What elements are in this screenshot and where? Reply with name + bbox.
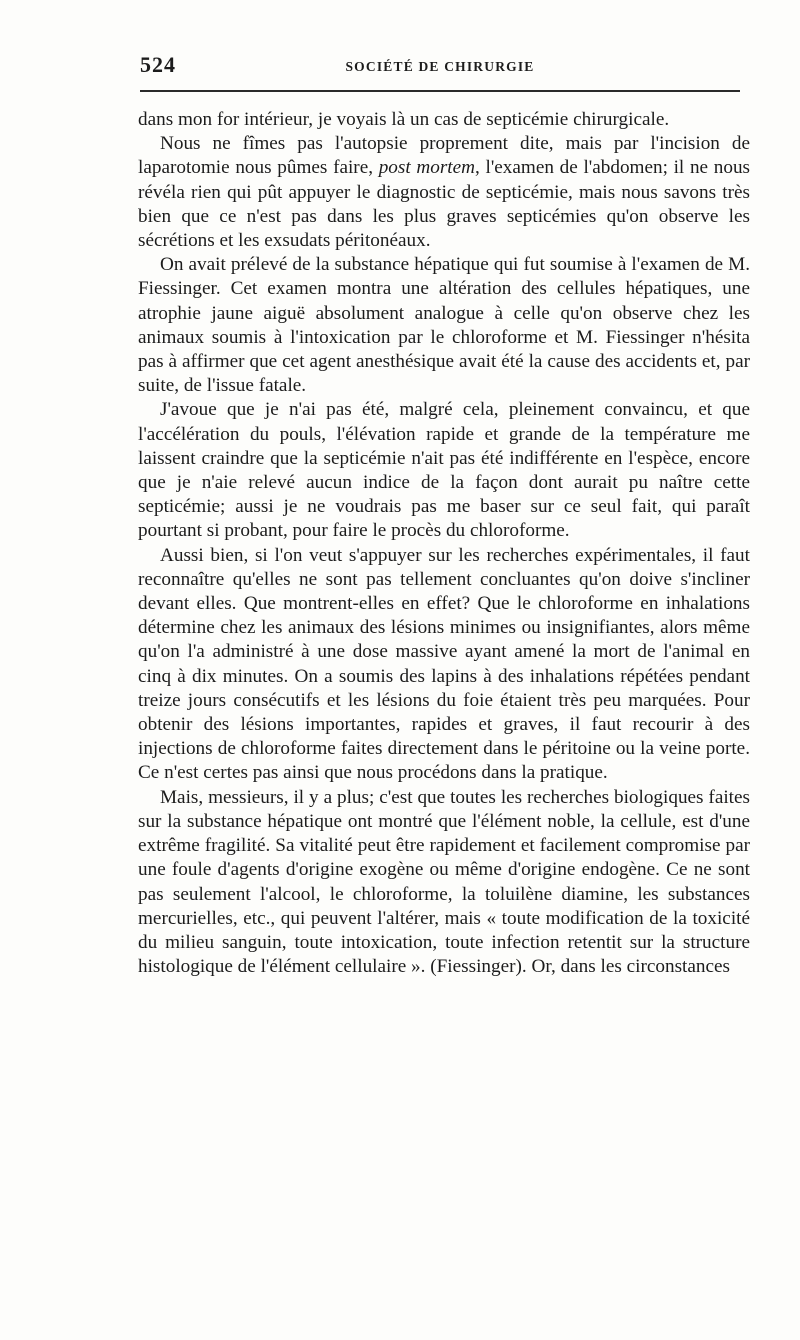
paragraph-6: Mais, messieurs, il y a plus; c'est que toutes les recherches biologiques faites sur la substance hépatique ont montré que l'élément noble, la cellule, est d'une extrême fragilité. Sa vitalité peut être rapidement et facilement compromise par une foule d'agents d'origine exogène ou même d'origine endogène. Ce ne sont pas seulement l'alcool, le chloroforme, la toluilène diamine, les substances mercurielles, etc., qui peuvent l'altérer, mais « toute modification de la toxicité du milieu sanguin, toute intoxication, toute infection retentit sur la structure histologique de l'élément cellulaire ». (Fiessinger). Or, dans les circonstances (138, 786, 750, 978)
body-text (138, 108, 750, 979)
page-number: 524 (140, 52, 176, 77)
paragraph-1: dans mon for intérieur, je voyais là un cas de septicémie chirurgicale. (138, 109, 670, 130)
paragraph-4: J'avoue que je n'ai pas été, malgré cela, pleinement convaincu, et que l'accélération du pouls, l'élévation rapide et grande de la température me laissent craindre que la septicémie n'ait pas été indifférente en l'espèce, encore que je n'aie relevé aucun indice de la façon dont aurait pu naître cette septicémie; aussi je ne voudrais pas me baser sur ce seul fait, qui paraît pourtant si probant, pour faire le procès du chloroforme. (138, 399, 750, 542)
page-header (140, 52, 740, 78)
running-head: SOCIÉTÉ DE CHIRURGIE (345, 59, 535, 74)
paragraph-2-part-2: , l'examen de l'abdomen; il ne nous révéla rien qui pût appuyer le diagnostic de septicémie, mais nous savons très bien que ce n'est pas dans les plus graves septicémies qu'on observe les sécrétions et les exsudats péritonéaux. (138, 157, 751, 252)
paragraph-3: On avait prélevé de la substance hépatique qui fut soumise à l'examen de M. Fiessinger. Cet examen montra une altération des cellules hépatiques, une atrophie jaune aiguë absolument analogue à celle qu'on observe chez les animaux soumis à l'intoxication par le chloroforme et M. Fiessinger n'hésita pas à affirmer que cet agent anesthésique avait été la cause des accidents et, par suite, de l'issue fatale. (138, 254, 750, 397)
paragraph-5: Aussi bien, si l'on veut s'appuyer sur les recherches expérimentales, il faut reconnaître qu'elles ne sont pas tellement concluantes qu'on doive s'incliner devant elles. Que montrent-elles en effet? Que le chloroforme en inhalations détermine chez les animaux des lésions minimes ou insignifiantes, alors même qu'on l'a administré à une dose massive ayant amené la mort de l'animal en cinq à dix minutes. On a soumis des lapins à des inhalations répétées pendant treize jours consécutifs et les lésions du foie étaient très peu marquées. Pour obtenir des lésions importantes, rapides et graves, il faut recourir à des injections de chloroforme faites directement dans le péritoine ou la veine porte. Ce n'est certes pas ainsi que nous procédons dans la pratique. (138, 544, 750, 784)
header-rule (140, 90, 740, 92)
paragraph-2 (138, 132, 750, 253)
paragraph-2-italic: post mortem (378, 157, 476, 179)
paragraph-2-part-1: Nous ne fîmes pas l'autopsie proprement dite, mais par l'incision de laparotomie nous pûmes faire, (138, 133, 750, 179)
